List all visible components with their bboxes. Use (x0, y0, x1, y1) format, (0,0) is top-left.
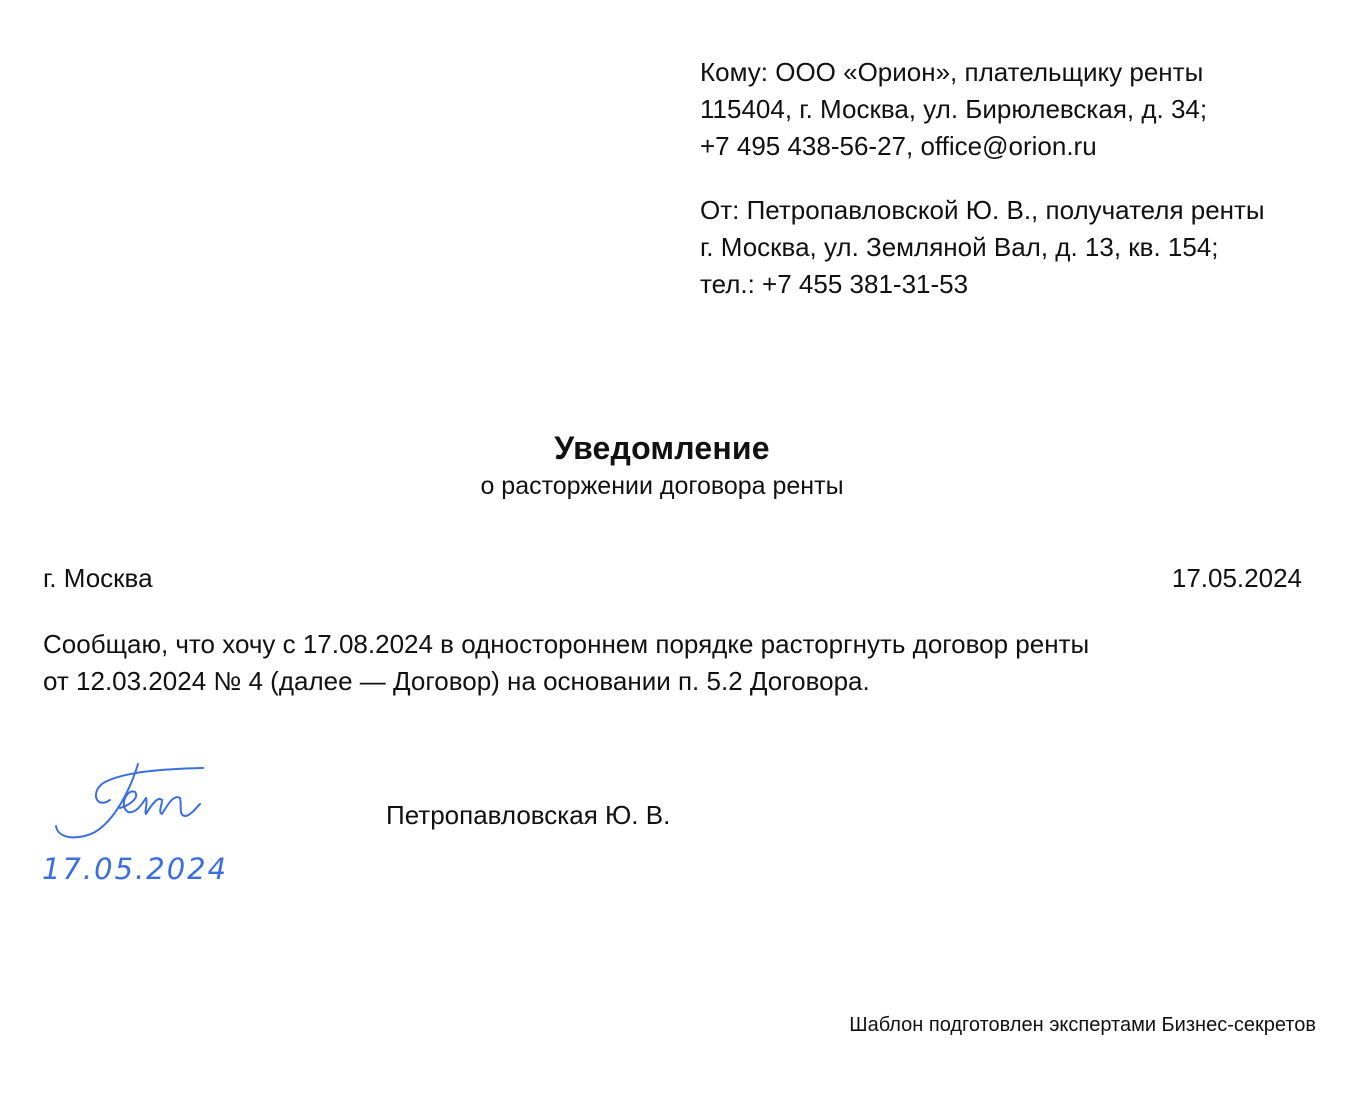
document-subtitle: о расторжении договора ренты (480, 472, 844, 500)
sender-line: От: Петропавловской Ю. В., получателя ренты (700, 195, 1265, 225)
recipient-block (700, 54, 1207, 165)
signature-image (50, 760, 210, 842)
city: г. Москва (43, 563, 153, 593)
signer-name: Петропавловская Ю. В. (386, 800, 671, 830)
recipient-line: Кому: ООО «Орион», плательщику ренты (700, 57, 1204, 87)
document-title: Уведомление (554, 430, 770, 466)
handwritten-date: 17.05.2024 (42, 852, 229, 886)
footer-note: Шаблон подготовлен экспертами Бизнес-секретов (849, 1014, 1316, 1036)
recipient-line: +7 495 438-56-27, office@orion.ru (700, 131, 1097, 161)
body-text (43, 626, 1089, 700)
recipient-line: 115404, г. Москва, ул. Бирюлевская, д. 34; (700, 94, 1208, 124)
sender-block (700, 192, 1265, 303)
document-date: 17.05.2024 (1171, 563, 1302, 593)
body-line: от 12.03.2024 № 4 (далее — Договор) на основании п. 5.2 Договора. (43, 666, 870, 696)
body-line: Сообщаю, что хочу с 17.08.2024 в одностороннем порядке расторгнуть договор ренты (43, 629, 1090, 659)
sender-line: г. Москва, ул. Земляной Вал, д. 13, кв. 154; (700, 232, 1219, 262)
sender-line: тел.: +7 455 381-31-53 (700, 269, 969, 299)
